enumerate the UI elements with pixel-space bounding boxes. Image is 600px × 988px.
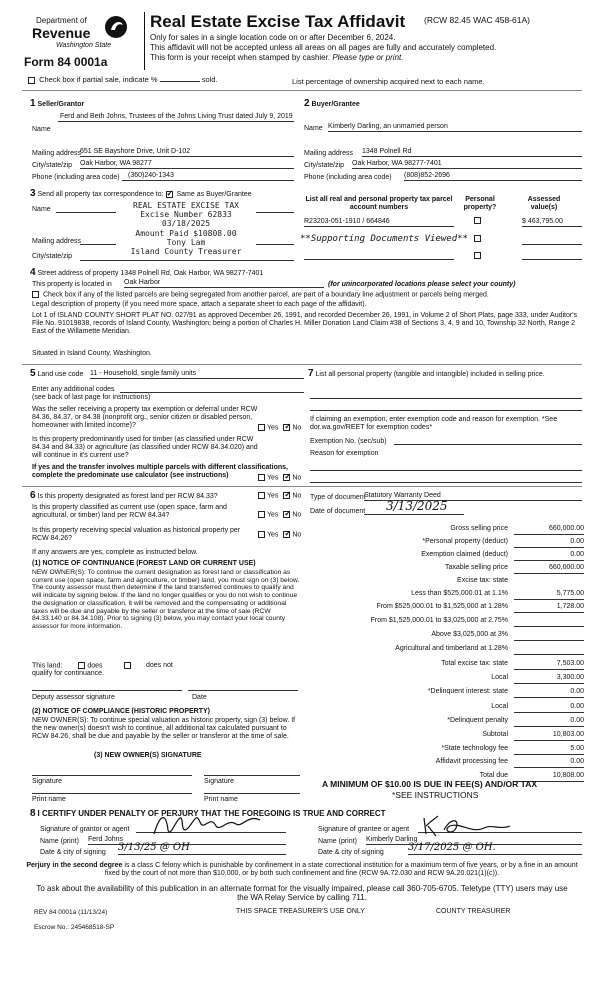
- seller-city-label: City/state/zip: [32, 162, 73, 169]
- reason-label: Reason for exemption: [310, 450, 379, 457]
- seller-heading-label: Seller/Grantor: [37, 101, 85, 108]
- q2-no-checkbox[interactable]: [283, 474, 290, 481]
- new-owner-print-line-1[interactable]: [32, 793, 192, 794]
- treasurer-receipt-stamp: [116, 201, 256, 256]
- parcel-number-field[interactable]: R23203-051-1910 / 664846: [304, 218, 454, 227]
- land-use-field[interactable]: 11 - Household, single family units: [90, 370, 304, 379]
- tax-row-amount[interactable]: 660,000.00: [514, 525, 584, 535]
- timber-question: Is this property predominantly used for timber (as classified under RCW 84.34 and 84.33) or agriculture (as classified under RCW 84.34.020) and will continue in it's current use?: [32, 436, 258, 460]
- personal-property-line-1[interactable]: [310, 398, 582, 399]
- signature-label-2: Signature: [204, 778, 234, 785]
- additional-codes-note: (see back of last page for instructions): [32, 394, 151, 401]
- tax-row-amount[interactable]: 660,000.00: [514, 564, 584, 574]
- tax-row-amount[interactable]: [514, 577, 584, 587]
- tax-row-label: Taxable selling price: [444, 564, 508, 571]
- section4-street: 4 Street address of property 1348 Polnell Rd, Oak Harbor, WA 98277-7401: [30, 267, 264, 278]
- tax-row-label: Excise tax: state: [457, 577, 508, 584]
- forest-no-checkbox[interactable]: [283, 492, 290, 499]
- tax-row-label: From $525,000.01 to $1,525,000 at 1.28%: [376, 603, 508, 610]
- tax-row-amount[interactable]: 5,775.00: [514, 590, 584, 600]
- reason-field-1[interactable]: [310, 470, 582, 471]
- tax-row-label: *State technology fee: [441, 745, 508, 752]
- segregated-checkbox[interactable]: [32, 291, 39, 298]
- section7-text: 7 List all personal property (tangible and intangible) included in selling price.: [308, 368, 545, 379]
- exemption-note: If claiming an exemption, enter exemption code and reason for exemption. *See dor.wa.gov/REET for exemption codes*: [310, 416, 558, 432]
- tax-row-amount[interactable]: 1,728.00: [514, 603, 584, 613]
- grantee-date-field[interactable]: 3/17/2025 @ OH.: [408, 842, 582, 855]
- section3-mailing-label: Mailing address: [32, 238, 82, 245]
- historic-yes-checkbox[interactable]: [258, 531, 265, 538]
- tax-row-label: Less than $525,000.01 at 1.1%: [411, 590, 508, 597]
- dept-line1: Department of: [36, 16, 87, 25]
- current-use-no-checkbox[interactable]: [283, 511, 290, 518]
- tax-row-label: Local: [491, 674, 508, 681]
- tax-row: [312, 617, 584, 629]
- section3-city-field[interactable]: [80, 260, 294, 261]
- print-name-label-2: Print name: [204, 796, 238, 803]
- street-address-label: Street address of property: [37, 270, 119, 277]
- located-note: (for unincorporated locations please select your county): [328, 281, 516, 288]
- forest-yes-checkbox[interactable]: [258, 492, 265, 499]
- tax-row-label: Gross selling price: [450, 525, 508, 532]
- form-citation: (RCW 82.45 WAC 458-61A): [424, 15, 530, 25]
- tax-row: [312, 564, 584, 576]
- tax-row-label: Agricultural and timberland at 1.28%: [395, 645, 508, 652]
- new-owner-print-line-2[interactable]: [204, 793, 300, 794]
- tax-row: [312, 745, 584, 757]
- divider-section5: [22, 486, 582, 487]
- stamp-line-3: 03/18/2025: [161, 219, 211, 229]
- grantor-name-field[interactable]: Ferd Johns: [88, 836, 286, 845]
- tax-row-amount[interactable]: 0.00: [514, 758, 584, 768]
- doc-date-field[interactable]: 3/13/2025: [364, 500, 464, 515]
- buyer-name-label: Name: [304, 125, 323, 132]
- grantee-name-field[interactable]: Kimberly Darling: [366, 836, 582, 845]
- current-use-yes-checkbox[interactable]: [258, 511, 265, 518]
- escrow-number: Escrow No.: 245468518-SP: [34, 924, 115, 931]
- buyer-phone-field[interactable]: (808)852-2696: [404, 172, 582, 181]
- personal-property-checkbox-2[interactable]: [474, 235, 481, 242]
- tax-row: [312, 660, 584, 672]
- additional-codes-field[interactable]: [120, 392, 304, 393]
- forest-question-text: Is this property designated as forest land per RCW 84.33?: [37, 493, 218, 500]
- tax-row-label: From $1,525,000.01 to $3,025,000 at 2.75%: [370, 617, 508, 624]
- doc-date-label: Date of document: [310, 508, 366, 515]
- tax-row-amount[interactable]: [514, 645, 584, 655]
- sold-label: sold.: [201, 75, 218, 84]
- tax-row: [312, 525, 584, 537]
- deputy-date-line[interactable]: [188, 690, 298, 691]
- tax-row: [312, 645, 584, 657]
- parcel-header: List all real and personal property tax parcel account numbers: [305, 196, 453, 212]
- seller-name-label: Name: [32, 126, 51, 133]
- buyer-city-label: City/state/zip: [304, 162, 345, 169]
- grantor-name-label: Name (print): [40, 838, 79, 845]
- ownership-note: List percentage of ownership acquired next to each name.: [292, 77, 485, 86]
- new-owner-signature-title: (3) NEW OWNER(S) SIGNATURE: [94, 752, 202, 759]
- tax-row: [312, 731, 584, 743]
- exemption-question: Was the seller receiving a property tax exemption or deferral under RCW 84.36, 84.37, or 84.38 (nonprofit org., senior citizen or disabled person, homeowner with limited income)?: [32, 406, 258, 430]
- forest-question: 6 Is this property designated as forest land per RCW 84.33?: [30, 490, 218, 501]
- assessed-value-field[interactable]: $ 463,795.00: [522, 218, 582, 227]
- new-owner-sig-line-2[interactable]: [204, 775, 300, 776]
- grantee-signature-label: Signature of grantee or agent: [318, 826, 410, 833]
- header-note-2: This affidavit will not be accepted unless all areas on all pages are fully and accurately completed.: [150, 43, 497, 52]
- buyer-phone-label: Phone (including area code): [304, 174, 392, 181]
- section3-name-label: Name: [32, 206, 51, 213]
- same-as-buyer-checkbox[interactable]: [166, 191, 173, 198]
- section3-heading: 3 Send all property tax correspondence to: ✓ Same as Buyer/Grantee: [30, 188, 252, 200]
- seller-phone-field[interactable]: (360)240-1343: [122, 172, 294, 181]
- tax-row: [312, 717, 584, 729]
- tax-row-amount[interactable]: 0.00: [514, 717, 584, 727]
- street-address-value[interactable]: 1348 Polnell Rd, Oak Harbor, WA 98277-7401: [120, 270, 264, 277]
- historic-no-checkbox[interactable]: [283, 531, 290, 538]
- tax-row: [312, 577, 584, 589]
- seller-mailing-label: Mailing address: [32, 150, 82, 157]
- personal-property-checkbox-3[interactable]: [474, 252, 481, 259]
- tax-row-amount[interactable]: 10,808.00: [514, 772, 584, 782]
- tax-row: [312, 590, 584, 602]
- stamp-line-5: Tony Lam: [166, 237, 206, 247]
- section3-name-field[interactable]: [56, 212, 116, 213]
- tax-row-label: Local: [491, 703, 508, 710]
- see-instructions: *SEE INSTRUCTIONS: [392, 790, 479, 800]
- buyer-heading-label: Buyer/Grantee: [311, 101, 360, 108]
- deputy-signature-label: Deputy assessor signature: [32, 694, 115, 701]
- seller-heading: 1 Seller/Grantor: [30, 98, 85, 109]
- form-number: Form 84 0001a: [24, 55, 108, 69]
- continuance-text: NEW OWNER(S): To continue the current designation as forest land or classification as current use (open space, farm and agriculture, or timber) land, you must sign on (3) below. The county assessor must then determine if the land transferred continues to qualify and will indicate by signing below. If the land no longer qualifies or you do not wish to continue the designation or classification, it will be removed and the compensating or additional taxes will be due and payable by the seller or transferor at the time of sale (RCW 84.33.140 or 84.34.108). Prior to signing (3) below, you may contact your local county assessor for more information.: [32, 569, 300, 630]
- grantor-date-field[interactable]: 3/13/25 @ OH: [118, 842, 286, 855]
- tax-row: [312, 758, 584, 770]
- tax-row-amount[interactable]: [514, 631, 584, 641]
- deputy-signature-line[interactable]: [32, 690, 182, 691]
- tax-row: [312, 703, 584, 715]
- grantee-name-label: Name (print): [318, 838, 357, 845]
- buyer-mailing-label: Mailing address: [304, 150, 354, 157]
- doc-type-field[interactable]: Statutory Warranty Deed: [364, 492, 582, 501]
- tax-row-label: Subtotal: [482, 731, 508, 738]
- if-yes-note: If any answers are yes, complete as instructed below.: [32, 549, 198, 556]
- q2-yes-checkbox[interactable]: [258, 474, 265, 481]
- tax-row-amount[interactable]: 0.00: [514, 688, 584, 698]
- wa-logo-icon: [104, 14, 128, 40]
- dept-line2: Revenue: [32, 25, 91, 41]
- tax-row-amount[interactable]: 0.00: [514, 551, 584, 561]
- additional-codes-label: Enter any additional codes: [32, 386, 115, 393]
- land-use-row: 5 Land use code: [30, 368, 84, 379]
- tax-row-label: *Delinquent interest: state: [427, 688, 508, 695]
- historic-title: (2) NOTICE OF COMPLIANCE (HISTORIC PROPERTY): [32, 708, 210, 715]
- perjury-bold: Perjury in the second degree: [26, 862, 123, 869]
- grantee-signature-scribble: [420, 814, 530, 838]
- perjury-notice: [24, 862, 580, 878]
- tax-row-amount[interactable]: 5.00: [514, 745, 584, 755]
- seller-mailing-field[interactable]: 651 SE Bayshore Drive, Unit D-102: [80, 148, 294, 157]
- header-note-3: [150, 53, 403, 62]
- tax-row-label: *Personal property (deduct): [422, 538, 508, 545]
- tax-row-label: Total excise tax: state: [441, 660, 508, 667]
- seller-city-field[interactable]: Oak Harbor, WA 98277: [80, 160, 294, 169]
- tax-row: [312, 688, 584, 700]
- divider-header: [22, 90, 582, 91]
- personal-property-line-2[interactable]: [310, 410, 582, 411]
- form-title: Real Estate Excise Tax Affidavit: [150, 12, 406, 31]
- partial-sale-percent-field[interactable]: [160, 81, 200, 82]
- q1-no-checkbox[interactable]: [283, 424, 290, 431]
- accessibility-notice: To ask about the availability of this publication in an alternate format for the visually impaired, please call 360-705-6705. Teletype (TTY) users may use the WA Relay Service by calling 711.: [36, 884, 568, 903]
- tax-row: [312, 603, 584, 615]
- tax-row-label: Above $3,025,000 at 3%: [431, 631, 508, 638]
- certify-heading: 8 I CERTIFY UNDER PENALTY OF PERJURY THAT THE FOREGOING IS TRUE AND CORRECT: [30, 808, 386, 819]
- certify-text: I CERTIFY UNDER PENALTY OF PERJURY THAT THE FOREGOING IS TRUE AND CORRECT: [37, 809, 386, 818]
- buyer-city-field[interactable]: Oak Harbor, WA 98277-7401: [352, 160, 582, 169]
- legal-description-value[interactable]: Lot 1 of ISLAND COUNTY SHORT PLAT NO. 027/91 as approved December 26, 1991, and recorded December 26, 1991, in Volume 2 of Short Plats, page 333, under Auditor's File No. 91019838, records of Island County, Washington; being a portion of Charles H. Miller Donation Land Claim #38 of Sections 3, 4, 9 and 10, Township 32 North, Range 2 East of the Willamette Meridian.: [32, 312, 578, 336]
- personal-property-header: Personal property?: [463, 196, 497, 212]
- header-note-3-text: This form is your receipt when stamped by cashier.: [150, 53, 331, 62]
- grantor-signature-label: Signature of grantor or agent: [40, 826, 130, 833]
- partial-sale-checkbox[interactable]: [28, 77, 35, 84]
- segregated-label: Check box if any of the listed parcels are being segregated from another parcel, are part of a boundary line adjustment or parcels being merged.: [42, 291, 489, 299]
- buyer-heading: 2 Buyer/Grantee: [304, 98, 360, 109]
- minimum-due-note: A MINIMUM OF $10.00 IS DUE IN FEE(S) AND/OR TAX: [322, 779, 538, 789]
- same-as-buyer-label: Same as Buyer/Grantee: [176, 191, 252, 198]
- section3-city-label: City/state/zip: [32, 253, 73, 260]
- dept-line3: Washington State: [56, 42, 112, 49]
- stamp-line-2: Excise Number 62833: [140, 210, 232, 220]
- historic-text: NEW OWNER(S): To continue special valuation as historic property, sign (3) below. If the new owner(s) doesn't wish to continue, all additional tax calculated pursuant to RCW 84.26, shall be due and payable by the seller or transferor at the time of sale.: [32, 717, 296, 741]
- this-land-row: This land: does: [32, 662, 133, 670]
- grantor-date-label: Date & city of signing: [40, 849, 106, 856]
- tax-row: [312, 538, 584, 550]
- tax-row-amount[interactable]: 0.00: [514, 703, 584, 713]
- tax-row-label: Exemption claimed (deduct): [421, 551, 508, 558]
- treasurer-use-only: THIS SPACE TREASURER'S USE ONLY: [236, 908, 365, 915]
- situated-text: Situated in Island County, Washington.: [32, 350, 152, 357]
- continuance-title: (1) NOTICE OF CONTINUANCE (FOREST LAND OR CURRENT USE): [32, 560, 256, 567]
- located-label: This property is located in: [32, 281, 112, 288]
- tax-row-amount[interactable]: 10,803.00: [514, 731, 584, 741]
- section3-text: Send all property tax correspondence to:: [37, 191, 164, 198]
- signature-label-1: Signature: [32, 778, 62, 785]
- located-field[interactable]: Oak Harbor: [124, 279, 324, 288]
- partial-sale-label: Check box if partial sale, indicate %: [39, 75, 158, 84]
- tax-row-label: Affidavit processing fee: [435, 758, 508, 765]
- legal-description-label: Legal description of property (if you need more space, attach a separate sheet to each page of the affidavit).: [32, 301, 367, 308]
- tax-row-label: Total due: [479, 772, 508, 779]
- print-name-label-1: Print name: [32, 796, 66, 803]
- tax-row-amount[interactable]: [514, 617, 584, 627]
- timber-question-bold: If yes and the transfer involves multiple parcels with different classifications, complete the predominate use calculator (see instructions): [32, 464, 288, 480]
- stamp-line-6: Island County Treasurer: [130, 246, 242, 256]
- segregated-row: [32, 291, 588, 299]
- exemption-no-field[interactable]: [394, 444, 582, 445]
- does-not-qualify-label: does not qualify for continuance.: [32, 662, 173, 678]
- tax-row: [312, 631, 584, 643]
- section3-mailing-field[interactable]: [80, 244, 116, 245]
- buyer-mailing-field[interactable]: 1348 Polnell Rd: [362, 148, 582, 157]
- stamp-line-1: REAL ESTATE EXCISE TAX: [133, 201, 239, 210]
- header-note-3-italic: Please type or print.: [332, 53, 404, 62]
- tax-row: [312, 674, 584, 686]
- exemption-no-label: Exemption No. (sec/sub): [310, 438, 387, 445]
- q1-yes-checkbox[interactable]: [258, 424, 265, 431]
- seller-name-field[interactable]: Ferd and Beth Johns, Trustees of the Johns Living Trust dated July 9, 2019: [58, 113, 294, 122]
- divider-section4: [22, 364, 582, 365]
- section7-label: List all personal property (tangible and intangible) included in selling price.: [315, 371, 545, 378]
- header-note-1: Only for sales in a single location code on or after December 6, 2024.: [150, 33, 396, 42]
- reason-field-2[interactable]: [310, 482, 582, 483]
- buyer-name-field[interactable]: Kimberly Darling, an unmarried person: [328, 123, 582, 132]
- partial-sale-row: [28, 76, 218, 85]
- deputy-date-label: Date: [192, 694, 207, 701]
- revision-label: REV 84 0001a (11/13/24): [34, 909, 108, 916]
- land-use-label: Land use code: [37, 371, 84, 378]
- tax-row: [312, 551, 584, 563]
- header-divider: [144, 12, 145, 70]
- tax-row-amount[interactable]: 7,503.00: [514, 660, 584, 670]
- grantee-date-label: Date & city of signing: [318, 849, 384, 856]
- doc-type-label: Type of document: [310, 494, 366, 501]
- tax-row-amount[interactable]: 0.00: [514, 538, 584, 548]
- assessed-value-header: Assessed value(s): [527, 196, 561, 212]
- tax-row-amount[interactable]: 3,300.00: [514, 674, 584, 684]
- perjury-text: is a class C felony which is punishable by confinement in a state correctional institution for a maximum term of five years, or by a fine in an amount fixed by the court of not more than $10,000, or by both such confinement and fine (RCW 9A.72.030 and RCW 9A.20.021(1)(c)).: [104, 862, 578, 878]
- current-use-question: Is this property classified as current use (open space, farm and agricultural, or timber) land per RCW 84.34?: [32, 504, 227, 520]
- supporting-documents-stamp: **Supporting Documents Viewed**: [300, 234, 468, 244]
- county-treasurer-label: COUNTY TREASURER: [436, 908, 511, 915]
- seller-phone-label: Phone (including area code): [32, 174, 120, 181]
- personal-property-checkbox-1[interactable]: [474, 217, 481, 224]
- tax-row-label: *Delinquent penalty: [447, 717, 508, 724]
- historic-question: Is this property receiving special valuation as historical property per RCW 84.26?: [32, 527, 241, 543]
- stamp-line-4: Amount Paid $10808.00: [135, 228, 237, 238]
- new-owner-sig-line-1[interactable]: [32, 775, 192, 776]
- dor-logo: [22, 14, 130, 54]
